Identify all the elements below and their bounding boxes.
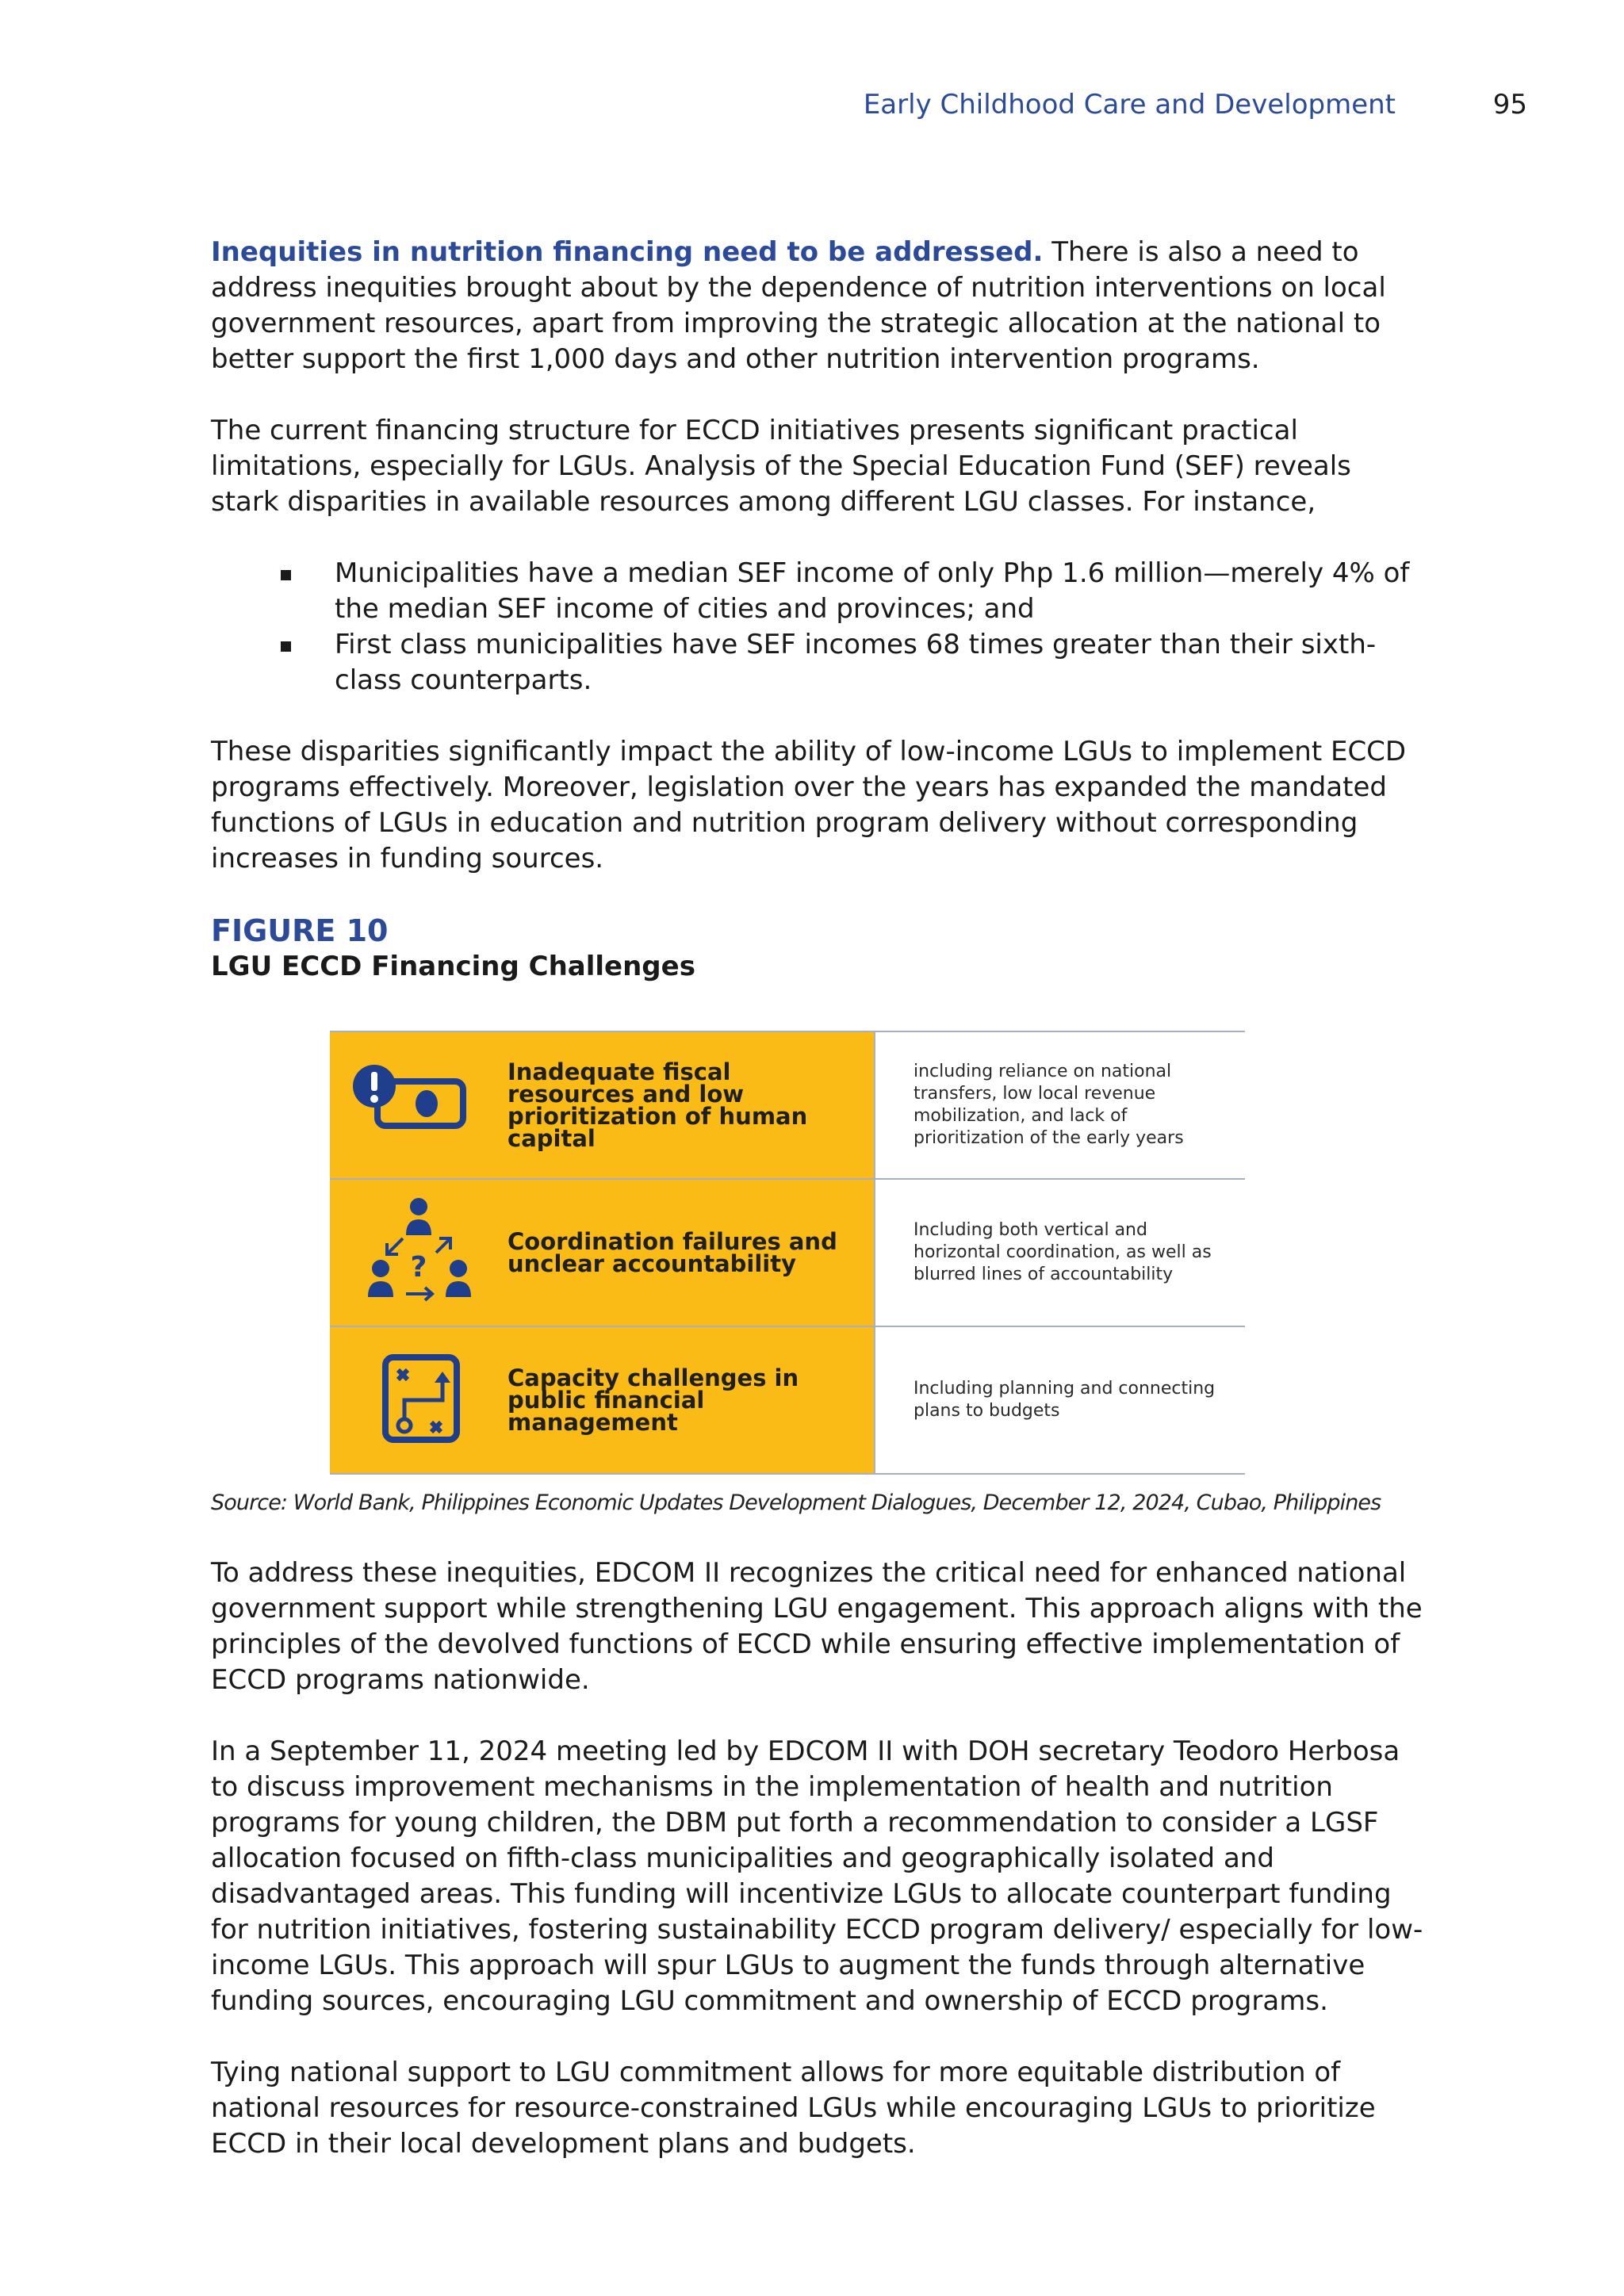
intro-paragraph	[211, 235, 1416, 377]
detail-cell	[875, 1032, 1245, 1178]
challenge-cell	[330, 1327, 875, 1473]
disparity-list	[211, 556, 1416, 698]
financing-challenges-figure	[330, 1031, 1245, 1475]
figure-label: FIGURE 10	[211, 913, 389, 948]
tying-support-paragraph: Tying national support to LGU commitment allows for more equitable distribution of national resources for resource-constrained LGUs while encouraging LGUs to prioritize ECCD in their local development plans and budgets.	[211, 2057, 1376, 2160]
detail-text: including reliance on national transfers, low local revenue mobilization, and lack of prioritization of the early years	[914, 1062, 1184, 1148]
list-item: First class municipalities have SEF incomes 68 times greater than their sixth-class counterparts.	[335, 627, 1416, 698]
challenge-cell	[330, 1180, 875, 1326]
page-header	[0, 89, 1624, 130]
detail-text: Including planning and connecting plans to budgets	[914, 1379, 1216, 1421]
figure-row	[330, 1326, 1245, 1473]
challenge-text: Inadequate fiscal resources and low prioritization of human capital	[508, 1058, 808, 1152]
address-inequities-paragraph: To address these inequities, EDCOM II recognizes the critical need for enhanced national government support while strengthening LGU engagement. This approach aligns with the principles of the devolved functions of ECCD while ensuring effective implementation of ECCD programs nationwide.	[211, 1557, 1423, 1696]
section-title: Early Childhood Care and Development	[863, 89, 1396, 121]
meeting-paragraph: In a September 11, 2024 meeting led by EDCOM II with DOH secretary Teodoro Herbosa to discuss improvement mechanisms in the implementation of health and nutrition programs for young children, the DBM put forth a recommendation to consider a LGSF allocation focused on fifth-class municipalities and geographically isolated and disadvantaged areas. This funding will incentivize LGUs to allocate counterpart funding for nutrition initiatives, fostering sustainability ECCD program delivery/ especially for low-income LGUs. This approach will spur LGUs to augment the funds through alternative funding sources, encouraging LGU commitment and ownership of ECCD programs.	[211, 1735, 1423, 2017]
financing-paragraph: The current financing structure for ECCD initiatives presents significant practical limitations, especially for LGUs. Analysis of the Special Education Fund (SEF) reveals stark disparities in available resources among different LGU classes. For instance,	[211, 415, 1351, 518]
conclusion-section	[211, 1556, 1432, 2162]
bullet-square-icon	[281, 570, 291, 580]
lead-heading: Inequities in nutrition financing need to be addressed.	[211, 236, 1044, 268]
detail-cell	[875, 1327, 1245, 1473]
figure-source: Source: World Bank, Philippines Economic Updates Development Dialogues, December 12, 2024, Cubao, Philippines	[211, 1490, 1381, 1515]
list-item: Municipalities have a median SEF income of only Php 1.6 million—merely 4% of the median SEF income of cities and provinces; and	[335, 556, 1416, 627]
detail-text: Including both vertical and horizontal coordination, as well as blurred lines of accountability	[914, 1220, 1212, 1284]
figure-title: LGU ECCD Financing Challenges	[211, 951, 695, 982]
fiscal-alert-icon	[349, 1032, 476, 1178]
figure-row	[330, 1178, 1245, 1326]
svg-text:?: ?	[410, 1251, 427, 1284]
lead-text: There is also a need to address inequities brought about by the dependence of nutrition interventions on local government resources, apart from improving the strategic allocation at the national to better support the first 1,000 days and other nutrition intervention programs.	[211, 236, 1386, 375]
disparities-paragraph: These disparities significantly impact the ability of low-income LGUs to implement ECCD programs effectively. Moreover, legislation over the years has expanded the mandated functions of LGUs in education and nutrition program delivery without corresponding increases in funding sources.	[211, 736, 1407, 874]
intro-section	[211, 235, 1416, 984]
challenge-text: Capacity challenges in public financial management	[508, 1364, 799, 1436]
challenge-cell	[330, 1032, 875, 1178]
coordination-people-icon	[349, 1180, 476, 1326]
figure-row	[330, 1032, 1245, 1178]
bullet-square-icon	[281, 641, 291, 652]
page-number: 95	[1492, 89, 1527, 121]
challenge-text: Coordination failures and unclear accountability	[508, 1228, 837, 1277]
planning-strategy-icon	[349, 1327, 476, 1473]
detail-cell	[875, 1180, 1245, 1326]
